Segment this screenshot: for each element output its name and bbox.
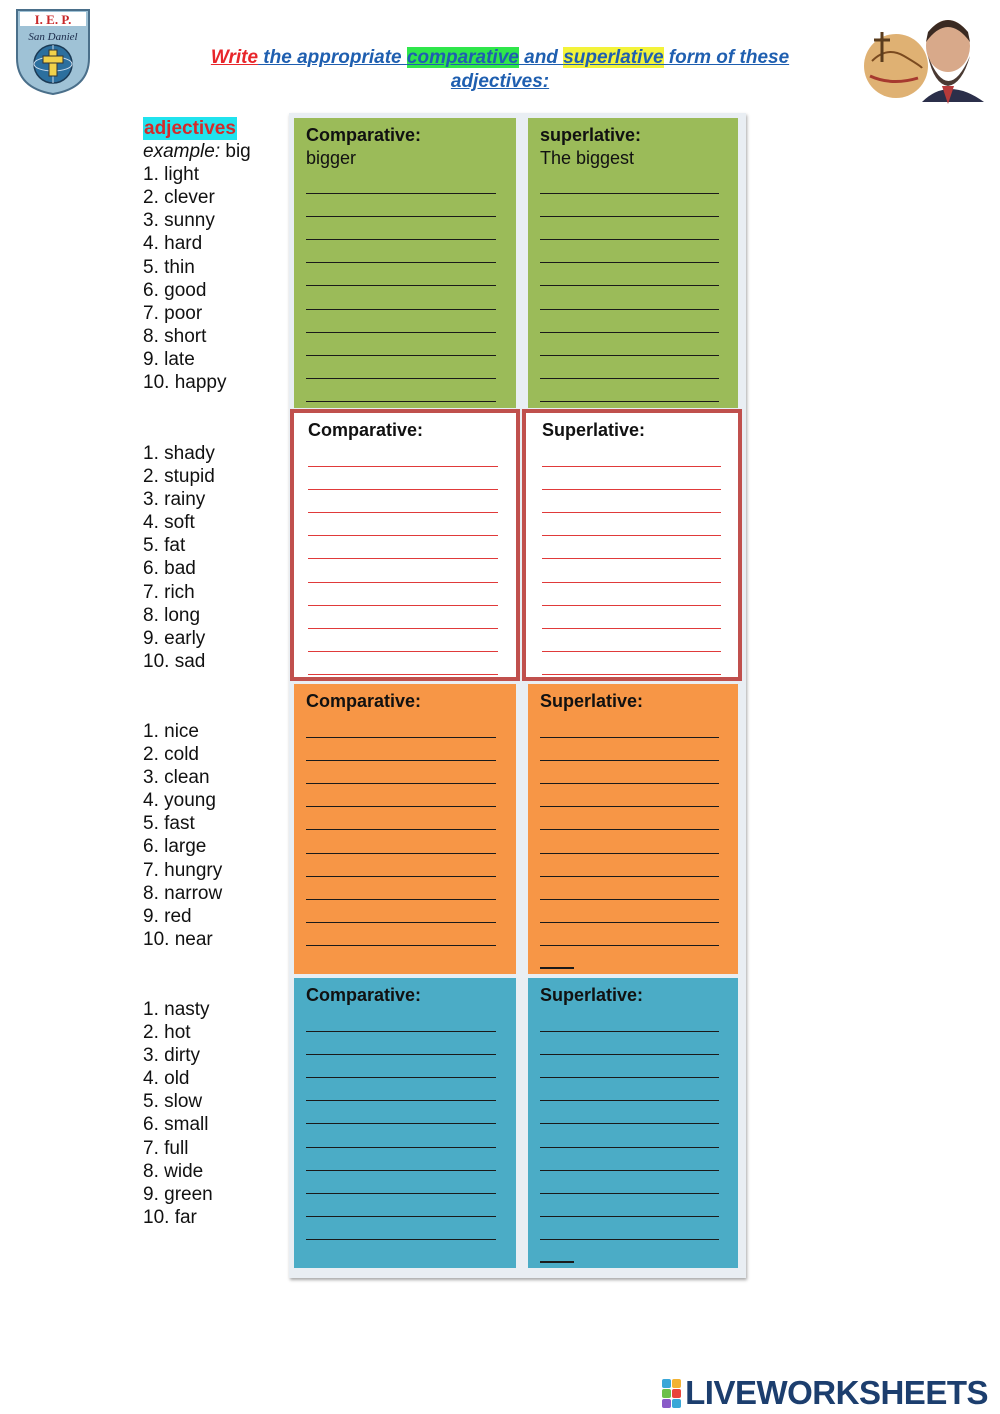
superlative-header: Superlative: <box>540 985 644 1005</box>
instruction-line2: adjectives: <box>450 71 550 92</box>
list-item: 6. bad <box>143 558 196 580</box>
list-item: 4. soft <box>143 512 195 534</box>
list-item: 2. hot <box>143 1022 191 1044</box>
list-item: 6. large <box>143 836 207 858</box>
list-item: 9. green <box>143 1183 213 1205</box>
answer-line[interactable] <box>540 333 719 356</box>
answer-line[interactable] <box>306 217 496 240</box>
adjective-list-1 <box>143 117 251 394</box>
answer-line[interactable] <box>308 652 498 675</box>
list-item: 3. rainy <box>143 489 206 511</box>
adjective-list-3 <box>143 720 222 951</box>
answer-line[interactable] <box>306 1194 496 1217</box>
answer-line[interactable] <box>540 738 719 761</box>
svg-text:San Daniel: San Daniel <box>28 31 78 43</box>
footer-brand: LIVEWORKSHEETS <box>685 1374 988 1411</box>
list-item: 5. slow <box>143 1091 203 1113</box>
instruction-part1: the appropriate <box>258 47 407 68</box>
answer-line[interactable] <box>540 356 719 379</box>
adjective-list-2 <box>143 442 215 673</box>
answer-line[interactable] <box>540 900 719 923</box>
answer-line[interactable] <box>306 1217 496 1240</box>
answer-line[interactable] <box>308 513 498 536</box>
answer-line[interactable] <box>306 761 496 784</box>
answer-line[interactable] <box>540 240 719 263</box>
list-item: 3. clean <box>143 767 210 789</box>
answer-line[interactable] <box>306 784 496 807</box>
instruction-superlative: superlative <box>563 47 664 68</box>
answer-line[interactable] <box>306 1171 496 1194</box>
superlative-box-1 <box>528 118 738 408</box>
list-item: 7. hungry <box>143 859 223 881</box>
answer-line[interactable] <box>306 1032 496 1055</box>
answer-line[interactable] <box>540 263 719 286</box>
answer-line[interactable] <box>540 854 719 877</box>
list-item: 1. shady <box>143 443 215 464</box>
answer-line[interactable] <box>540 1101 719 1124</box>
answer-line[interactable] <box>540 194 719 217</box>
comparative-box-4 <box>294 978 516 1268</box>
superlative-header: superlative: <box>540 125 642 145</box>
answer-line[interactable] <box>306 379 496 402</box>
list-item: 3. sunny <box>143 210 215 232</box>
answer-line[interactable] <box>540 1009 719 1032</box>
list-item: 1. nice <box>143 721 199 742</box>
founder-portrait-logo <box>852 6 992 106</box>
comparative-header: Comparative: <box>306 985 422 1005</box>
list-item: 8. wide <box>143 1160 204 1182</box>
answer-line[interactable] <box>306 171 496 194</box>
answer-line[interactable] <box>308 490 498 513</box>
list-item: 6. good <box>143 279 207 301</box>
answer-line[interactable] <box>306 240 496 263</box>
answer-line[interactable] <box>306 738 496 761</box>
answer-line[interactable] <box>306 923 496 946</box>
liveworksheets-logo <box>662 1374 988 1412</box>
answer-line[interactable] <box>540 807 719 830</box>
answer-line[interactable] <box>306 1148 496 1171</box>
answer-line-overflow <box>540 1261 574 1263</box>
answer-line[interactable] <box>540 286 719 309</box>
answer-line[interactable] <box>308 467 498 490</box>
list-item: 5. fat <box>143 535 186 557</box>
answer-line[interactable] <box>540 1171 719 1194</box>
list-item: 8. long <box>143 604 201 626</box>
instruction-heading <box>170 46 830 94</box>
answer-line[interactable] <box>542 606 721 629</box>
answer-line[interactable] <box>306 900 496 923</box>
instruction-part2: form of these <box>663 47 790 68</box>
answer-line[interactable] <box>308 583 498 606</box>
example-superlative: The biggest <box>540 148 635 168</box>
list-item: 10. near <box>143 928 213 950</box>
superlative-box-2 <box>522 409 742 681</box>
instruction-comparative: comparative <box>406 47 519 68</box>
answer-line[interactable] <box>540 1055 719 1078</box>
list-item: 1. light <box>143 164 199 186</box>
answer-line[interactable] <box>306 1009 496 1032</box>
list-item: 7. rich <box>143 581 195 603</box>
answer-line[interactable] <box>542 513 721 536</box>
answer-line[interactable] <box>540 171 719 194</box>
answer-line[interactable] <box>306 1055 496 1078</box>
list-item: 10. happy <box>143 372 227 394</box>
list-item: 9. red <box>143 905 192 927</box>
list-item: 4. hard <box>143 233 203 255</box>
answer-line[interactable] <box>540 217 719 240</box>
answer-line[interactable] <box>308 629 498 652</box>
answer-line[interactable] <box>306 854 496 877</box>
answer-line[interactable] <box>308 536 498 559</box>
superlative-box-3 <box>528 684 738 974</box>
comparative-box-1 <box>294 118 516 408</box>
answer-line[interactable] <box>306 877 496 900</box>
list-item: 5. fast <box>143 813 195 835</box>
example-row: example: big <box>143 141 251 163</box>
comparative-box-2 <box>290 409 520 681</box>
answer-line[interactable] <box>540 1078 719 1101</box>
answer-line[interactable] <box>540 877 719 900</box>
svg-text:I. E. P.: I. E. P. <box>34 12 72 27</box>
comparative-header: Comparative: <box>306 691 422 711</box>
answer-line[interactable] <box>306 807 496 830</box>
answer-line-overflow <box>540 967 574 969</box>
answer-line[interactable] <box>306 263 496 286</box>
list-item: 8. narrow <box>143 882 223 904</box>
answer-line[interactable] <box>542 583 721 606</box>
answer-line[interactable] <box>308 444 498 467</box>
list-item: 6. small <box>143 1114 209 1136</box>
list-title: adjectives <box>144 118 236 139</box>
answer-line[interactable] <box>540 1124 719 1147</box>
answer-line[interactable] <box>542 490 721 513</box>
list-item: 9. late <box>143 348 195 370</box>
answer-line[interactable] <box>540 830 719 853</box>
liveworksheets-icon <box>662 1379 681 1408</box>
list-item: 9. early <box>143 627 206 649</box>
answer-line[interactable] <box>540 310 719 333</box>
answer-line[interactable] <box>542 652 721 675</box>
answer-line[interactable] <box>540 784 719 807</box>
answer-line[interactable] <box>540 923 719 946</box>
example-comparative: bigger <box>306 148 357 168</box>
instruction-write: Write <box>210 47 259 68</box>
answer-line[interactable] <box>308 559 498 582</box>
comparative-header: Comparative: <box>308 420 424 440</box>
answer-line[interactable] <box>542 444 721 467</box>
answer-line[interactable] <box>540 1148 719 1171</box>
answer-line[interactable] <box>308 606 498 629</box>
answer-line[interactable] <box>306 1101 496 1124</box>
comparative-header: Comparative: <box>306 125 422 145</box>
comparative-box-3 <box>294 684 516 974</box>
list-item: 4. young <box>143 790 216 812</box>
answer-line[interactable] <box>540 379 719 402</box>
answer-line[interactable] <box>306 715 496 738</box>
answer-line[interactable] <box>542 629 721 652</box>
school-logo <box>14 8 92 96</box>
list-item: 2. stupid <box>143 466 215 488</box>
answer-line[interactable] <box>542 467 721 490</box>
list-item: 1. nasty <box>143 999 210 1020</box>
answer-line[interactable] <box>540 1217 719 1240</box>
list-item: 5. thin <box>143 256 195 278</box>
list-item: 2. clever <box>143 187 215 209</box>
superlative-header: Superlative: <box>540 691 644 711</box>
list-item: 7. poor <box>143 302 203 324</box>
answer-line[interactable] <box>306 286 496 309</box>
answer-line[interactable] <box>542 536 721 559</box>
list-item: 10. sad <box>143 650 206 672</box>
superlative-header: Superlative: <box>542 420 646 440</box>
list-item: 10. far <box>143 1206 197 1228</box>
answer-line[interactable] <box>306 356 496 379</box>
answer-line[interactable] <box>306 830 496 853</box>
answer-line[interactable] <box>306 333 496 356</box>
answer-line[interactable] <box>306 310 496 333</box>
answer-line[interactable] <box>540 715 719 738</box>
adjective-list-4 <box>143 998 213 1229</box>
list-item: 4. old <box>143 1068 190 1090</box>
list-item: 3. dirty <box>143 1045 201 1067</box>
answer-line[interactable] <box>306 194 496 217</box>
answer-line[interactable] <box>306 1124 496 1147</box>
answer-line[interactable] <box>540 1032 719 1055</box>
answer-line[interactable] <box>542 559 721 582</box>
list-item: 7. full <box>143 1137 189 1159</box>
superlative-box-4 <box>528 978 738 1268</box>
answer-line[interactable] <box>540 761 719 784</box>
answer-line[interactable] <box>306 1078 496 1101</box>
instruction-and: and <box>518 47 564 68</box>
answer-line[interactable] <box>540 1194 719 1217</box>
list-item: 8. short <box>143 325 207 347</box>
list-item: 2. cold <box>143 744 199 766</box>
